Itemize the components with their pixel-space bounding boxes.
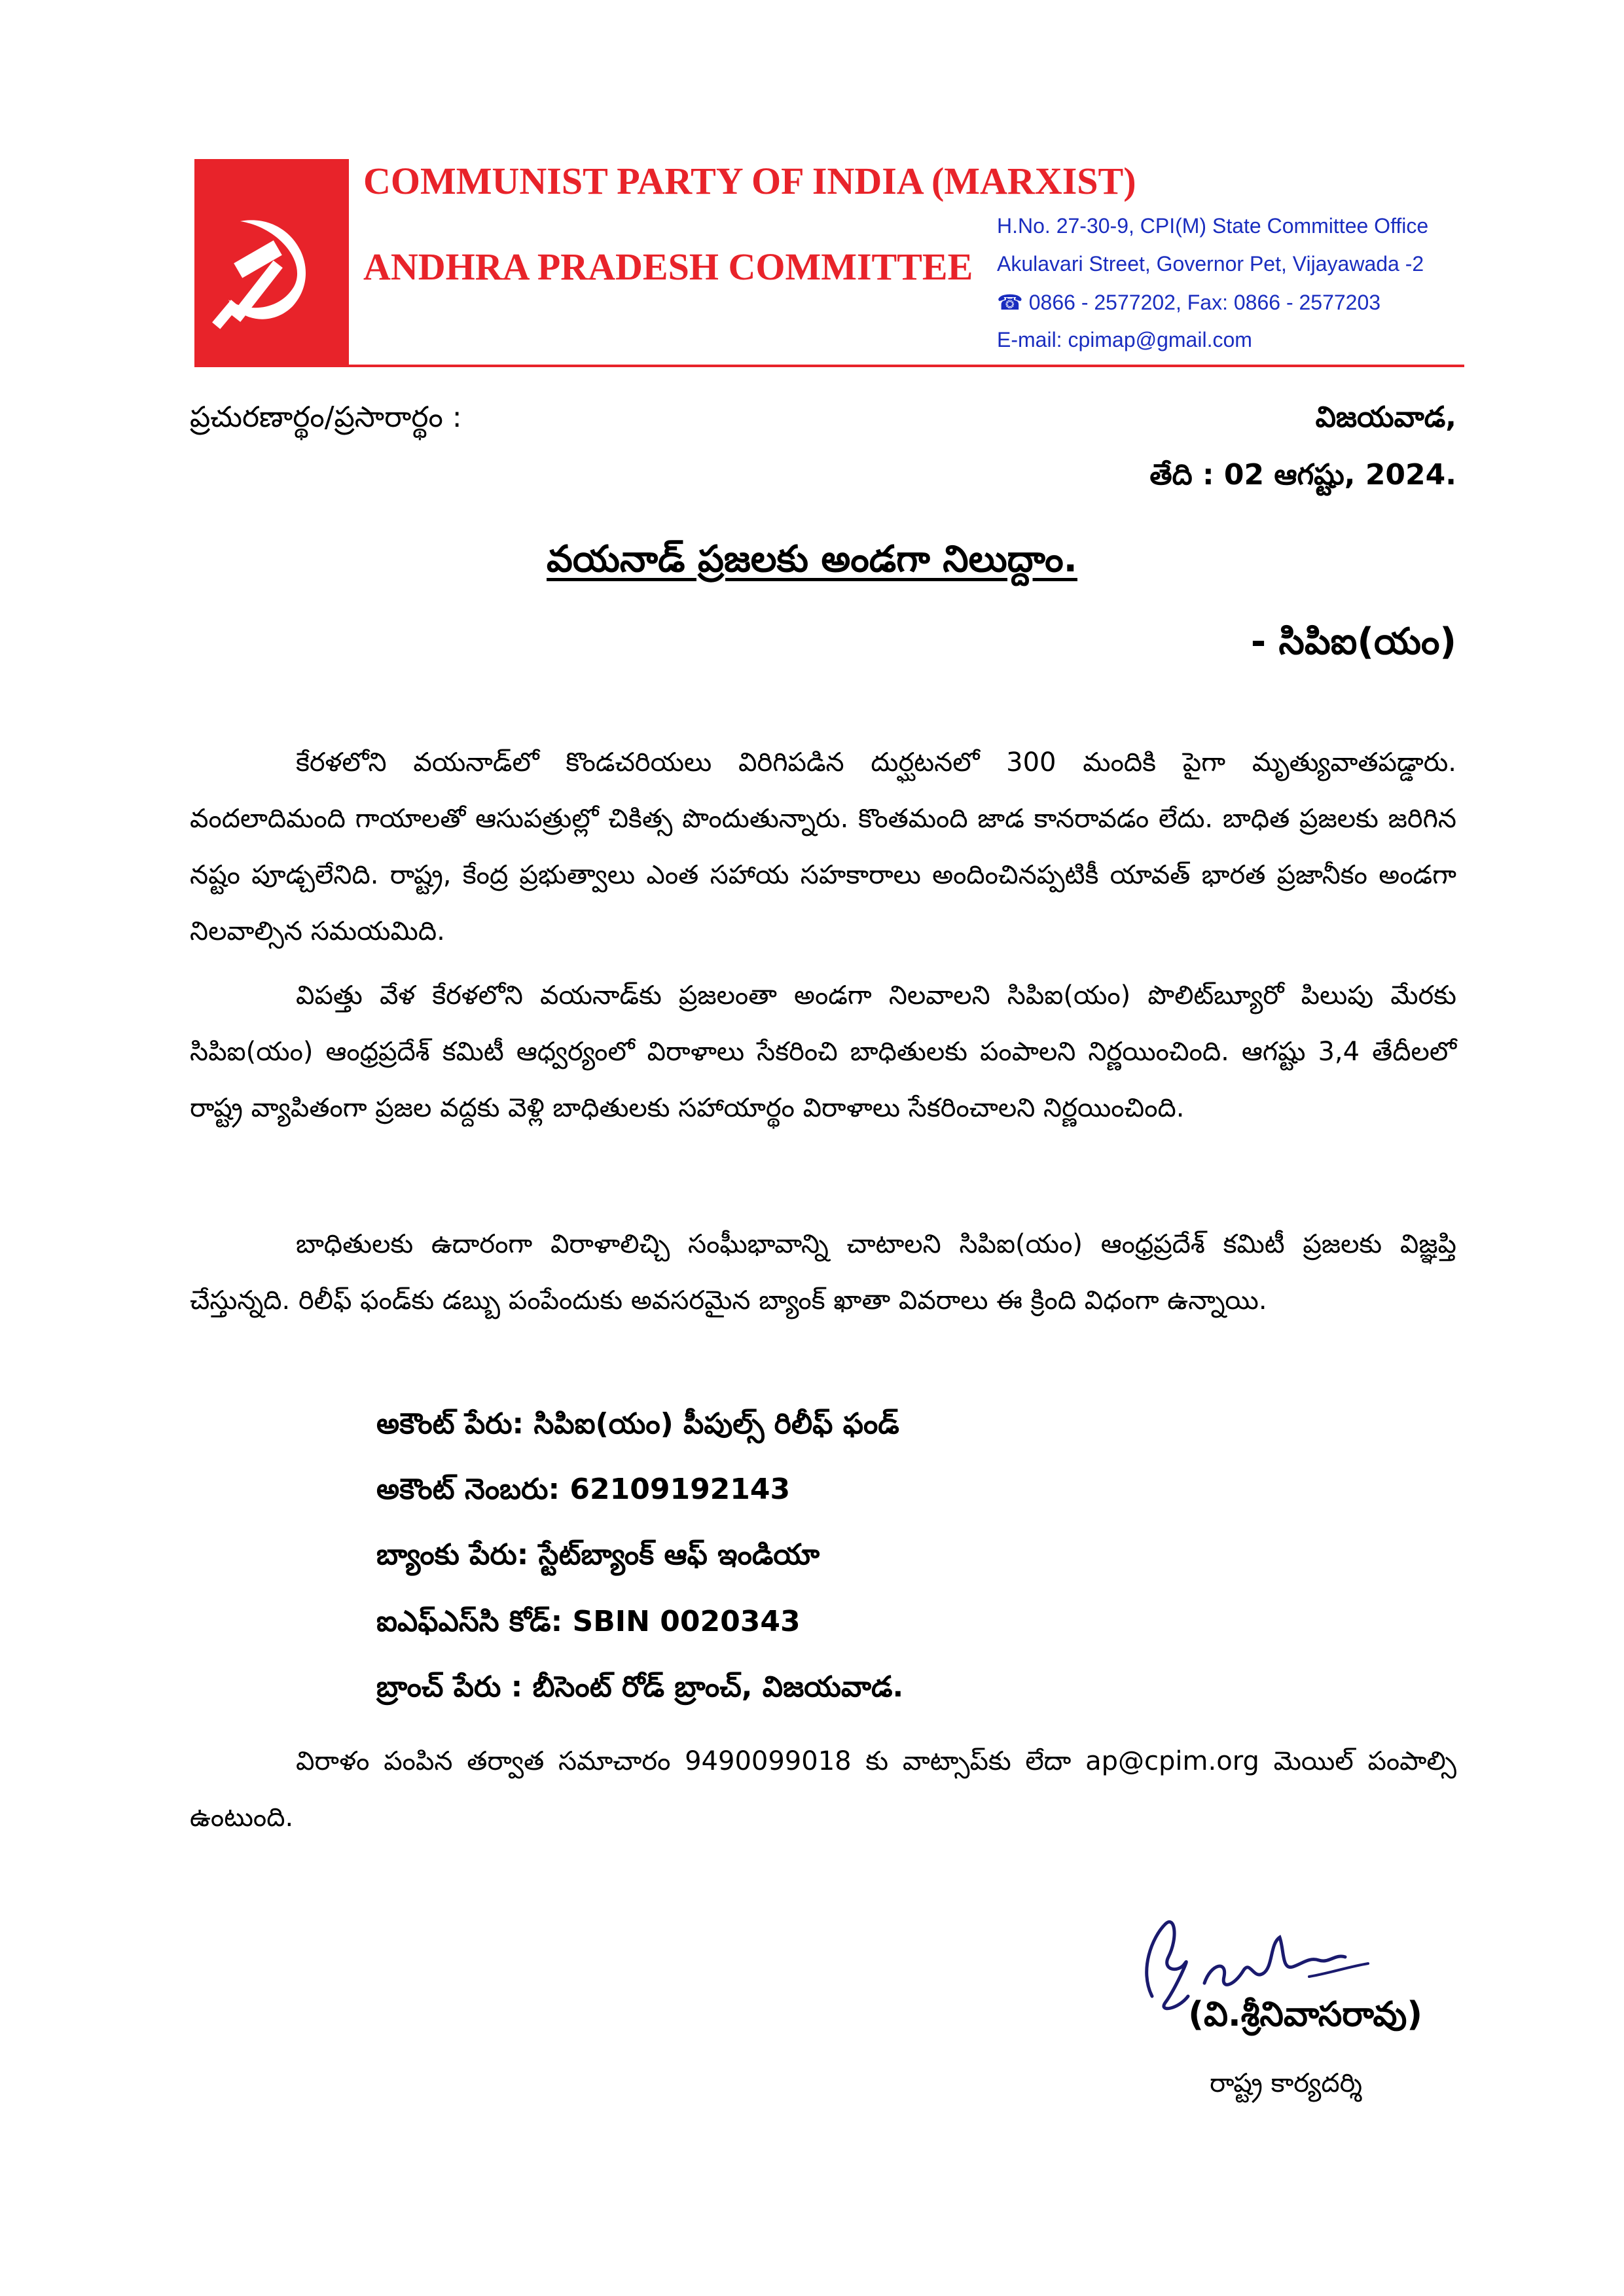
paragraph-3: బాధితులకు ఉదారంగా విరాళాలిచ్చి సంఘీభావాన్ని చాటాలని సిపిఐ(యం) ఆంధ్రప్రదేశ్ కమిటీ ప్రజలకు విజ్ఞప్తి చేస్తున్నది. రిలీఫ్ ఫండ్‌కు డబ్బు పంపేందుకు అవసరమైన బ్యాంక్ ఖాతా వివరాలు ఈ క్రింది విధంగా ఉన్నాయి. xyxy=(190,1229,1456,1316)
phone-fax-line: ☎ 0866 - 2577202, Fax: 0866 - 2577203 xyxy=(997,291,1381,314)
org-name: COMMUNIST PARTY OF INDIA (MARXIST) xyxy=(363,160,1136,202)
headline: వయనాడ్ ప్రజలకు అండగా నిలుద్దాం. xyxy=(547,538,1077,581)
date: తేది : 02 ఆగష్టు, 2024. xyxy=(1149,458,1456,492)
closing-paragraph: విరాళం పంపిన తర్వాత సమాచారం 9490099018 కు వాట్సాప్‌కు లేదా ap@cpim.org మెయిల్ పంపాల్సి ఉంటుంది. xyxy=(190,1746,1456,1833)
bank-ifsc: ఐఎఫ్ఎస్‌సి కోడ్: SBIN 0020343 xyxy=(376,1605,801,1638)
address-line-2: Akulavari Street, Governor Pet, Vijayawada -2 xyxy=(997,252,1424,276)
paragraph-1: కేరళలోని వయనాడ్‌లో కొండచరియలు విరిగిపడిన దుర్ఘటనలో 300 మందికి పైగా మృత్యువాతపడ్డారు. వందలాదిమంది గాయాలతో ఆసుపత్రుల్లో చికిత్స పొందుతున్నారు. కొంతమంది జాడ కానరావడం లేదు. బాధిత ప్రజలకు జరిగిన నష్టం పూడ్చలేనిది. రాష్ట్ర, కేంద్ర ప్రభుత్వాలు ఎంత సహాయ సహకారాలు అందించినప్పటికీ యావత్ భారత ప్రజానీకం అండగా నిలవాల్సిన సమయమిది. xyxy=(190,747,1456,946)
byline: - సిపిఐ(యం) xyxy=(1250,620,1456,663)
hammer-sickle-icon xyxy=(194,159,349,367)
address-line-1: H.No. 27-30-9, CPI(M) State Committee Office xyxy=(997,214,1429,238)
email-line: E-mail: cpimap@gmail.com xyxy=(997,328,1252,351)
bank-branch: బ్రాంచ్ పేరు : బీసెంట్ రోడ్ బ్రాంచ్, విజయవాడ. xyxy=(376,1670,904,1704)
bank-account-number: అకౌంట్ నెంబరు: 62109192143 xyxy=(376,1473,791,1506)
org-committee: ANDHRA PRADESH COMMITTEE xyxy=(363,245,973,288)
place: విజయవాడ, xyxy=(1315,401,1456,434)
letterhead xyxy=(194,159,1464,367)
signatory-name: (వి.శ్రీనివాసరావు) xyxy=(1188,1995,1422,2034)
header-rule xyxy=(349,365,1464,367)
party-logo xyxy=(194,159,349,367)
paragraph-2: విపత్తు వేళ కేరళలోని వయనాడ్‌కు ప్రజలంతా అండగా నిలవాలని సిపిఐ(యం) పొలిట్‌బ్యూరో పిలుపు మేరకు సిపిఐ(యం) ఆంధ్రప్రదేశ్ కమిటీ ఆధ్వర్యంలో విరాళాలు సేకరించి బాధితులకు పంపాలని నిర్ణయించింది. ఆగష్టు 3,4 తేదీలలో రాష్ట్ర వ్యాపితంగా ప్రజల వద్దకు వెళ్లి బాధితులకు సహాయార్థం విరాళాలు సేకరించాలని నిర్ణయించింది. xyxy=(190,980,1456,1123)
bank-account-name: అకౌంట్ పేరు: సిపిఐ(యం) పీపుల్స్ రిలీఫ్ ఫండ్ xyxy=(376,1407,899,1441)
signatory-title: రాష్ట్ర కార్యదర్శి xyxy=(1209,2068,1362,2098)
release-label: ప్రచురణార్థం/ప్రసారార్థం : xyxy=(190,401,462,434)
bank-name: బ్యాంకు పేరు: స్టేట్‌బ్యాంక్ ఆఫ్ ఇండియా xyxy=(376,1538,820,1571)
